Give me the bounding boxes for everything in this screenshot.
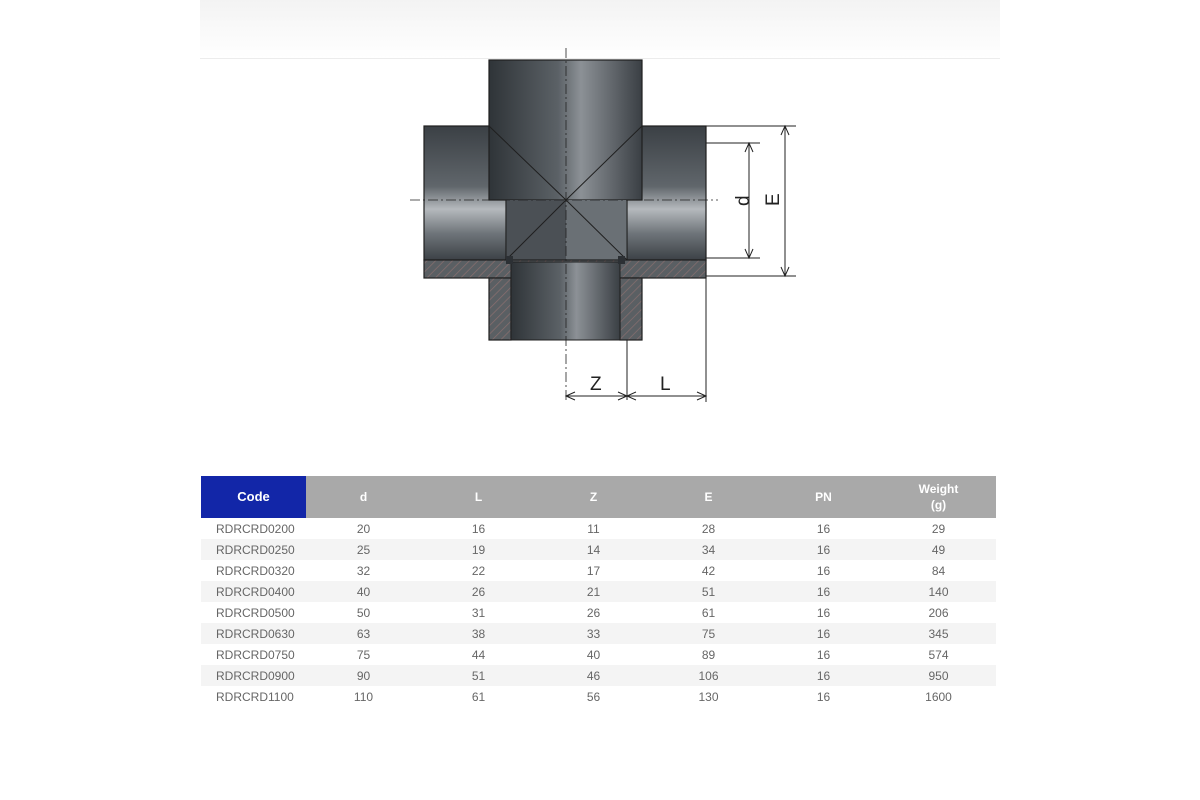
cell-code: RDRCRD0400: [201, 581, 306, 602]
dimension-Z-label: Z: [590, 374, 602, 395]
cell-PN: 16: [816, 689, 831, 704]
cell-E: 130: [698, 689, 719, 704]
cell-d: 75: [356, 647, 371, 662]
cell-L: 38: [421, 623, 536, 644]
cell-L: 51: [421, 665, 536, 686]
cell-PN: 16: [816, 521, 831, 536]
cell-weight: 950: [881, 665, 996, 686]
table-row: [201, 665, 996, 686]
cell-E: 106: [651, 665, 766, 686]
cell-code: RDRCRD1100: [216, 689, 294, 704]
cell-Z: 40: [586, 647, 601, 662]
table-header-row: [201, 476, 996, 518]
cell-code: RDRCRD0500: [216, 605, 295, 620]
dimension-E-label: E: [763, 193, 784, 206]
cell-Z: 11: [587, 521, 600, 536]
cell-E: 75: [651, 623, 766, 644]
cell-E: 61: [701, 605, 716, 620]
cell-d: 20: [356, 521, 371, 536]
cell-E: 51: [651, 581, 766, 602]
cell-d: 32: [356, 563, 371, 578]
cell-d: 63: [306, 623, 421, 644]
cell-L: 26: [421, 581, 536, 602]
cell-PN: 16: [766, 581, 881, 602]
cell-code: RDRCRD0630: [201, 623, 306, 644]
header-d: d: [306, 476, 421, 518]
cell-weight: 49: [881, 539, 996, 560]
cell-Z: 56: [586, 689, 601, 704]
cell-d: 50: [356, 605, 371, 620]
cell-E: 34: [651, 539, 766, 560]
table-row: [201, 686, 996, 707]
header-Z: Z: [536, 476, 651, 518]
cell-PN: 16: [766, 539, 881, 560]
table-row: [201, 644, 996, 665]
cell-d: 25: [306, 539, 421, 560]
cell-d: 40: [306, 581, 421, 602]
header-E: E: [651, 476, 766, 518]
header-weight-line2: (g): [930, 498, 947, 512]
header-PN: PN: [766, 476, 881, 518]
header-weight-line1: Weight: [918, 482, 959, 496]
cell-d: 90: [306, 665, 421, 686]
cell-code: RDRCRD0320: [216, 563, 295, 578]
cell-weight: 140: [881, 581, 996, 602]
cell-code: RDRCRD0900: [201, 665, 306, 686]
cell-L: 19: [421, 539, 536, 560]
cell-L: 31: [471, 605, 486, 620]
cell-Z: 17: [586, 563, 601, 578]
cell-weight: 574: [928, 647, 949, 662]
cell-Z: 46: [536, 665, 651, 686]
header-L: L: [421, 476, 536, 518]
table-row: [201, 539, 996, 560]
cell-E: 28: [701, 521, 716, 536]
dimension-d-label: d: [733, 195, 754, 206]
cell-weight: 206: [928, 605, 949, 620]
table-row: [201, 560, 996, 581]
cell-L: 16: [471, 521, 486, 536]
cell-code: RDRCRD0750: [216, 647, 295, 662]
cell-Z: 33: [536, 623, 651, 644]
spec-table: [201, 476, 996, 707]
cell-PN: 16: [816, 605, 831, 620]
cell-PN: 16: [816, 647, 831, 662]
cell-weight: 345: [881, 623, 996, 644]
table-row: [201, 518, 996, 539]
cell-L: 61: [471, 689, 486, 704]
cell-L: 44: [471, 647, 486, 662]
cell-weight: 84: [931, 563, 946, 578]
cell-E: 89: [701, 647, 716, 662]
cell-PN: 16: [816, 563, 831, 578]
cell-PN: 16: [766, 623, 881, 644]
cell-E: 42: [701, 563, 716, 578]
cell-code: RDRCRD0200: [216, 521, 295, 536]
cell-weight: 1600: [925, 689, 952, 704]
table-row: [201, 623, 996, 644]
cell-Z: 21: [536, 581, 651, 602]
dimension-L-label: L: [660, 374, 671, 395]
cell-d: 110: [353, 689, 374, 704]
table-row: [201, 602, 996, 623]
cell-L: 22: [471, 563, 486, 578]
header-weight: [881, 476, 996, 518]
cell-PN: 16: [766, 665, 881, 686]
cell-Z: 26: [586, 605, 601, 620]
cell-weight: 29: [931, 521, 946, 536]
header-code: Code: [201, 476, 306, 518]
cell-Z: 14: [536, 539, 651, 560]
table-row: [201, 581, 996, 602]
cell-code: RDRCRD0250: [201, 539, 306, 560]
